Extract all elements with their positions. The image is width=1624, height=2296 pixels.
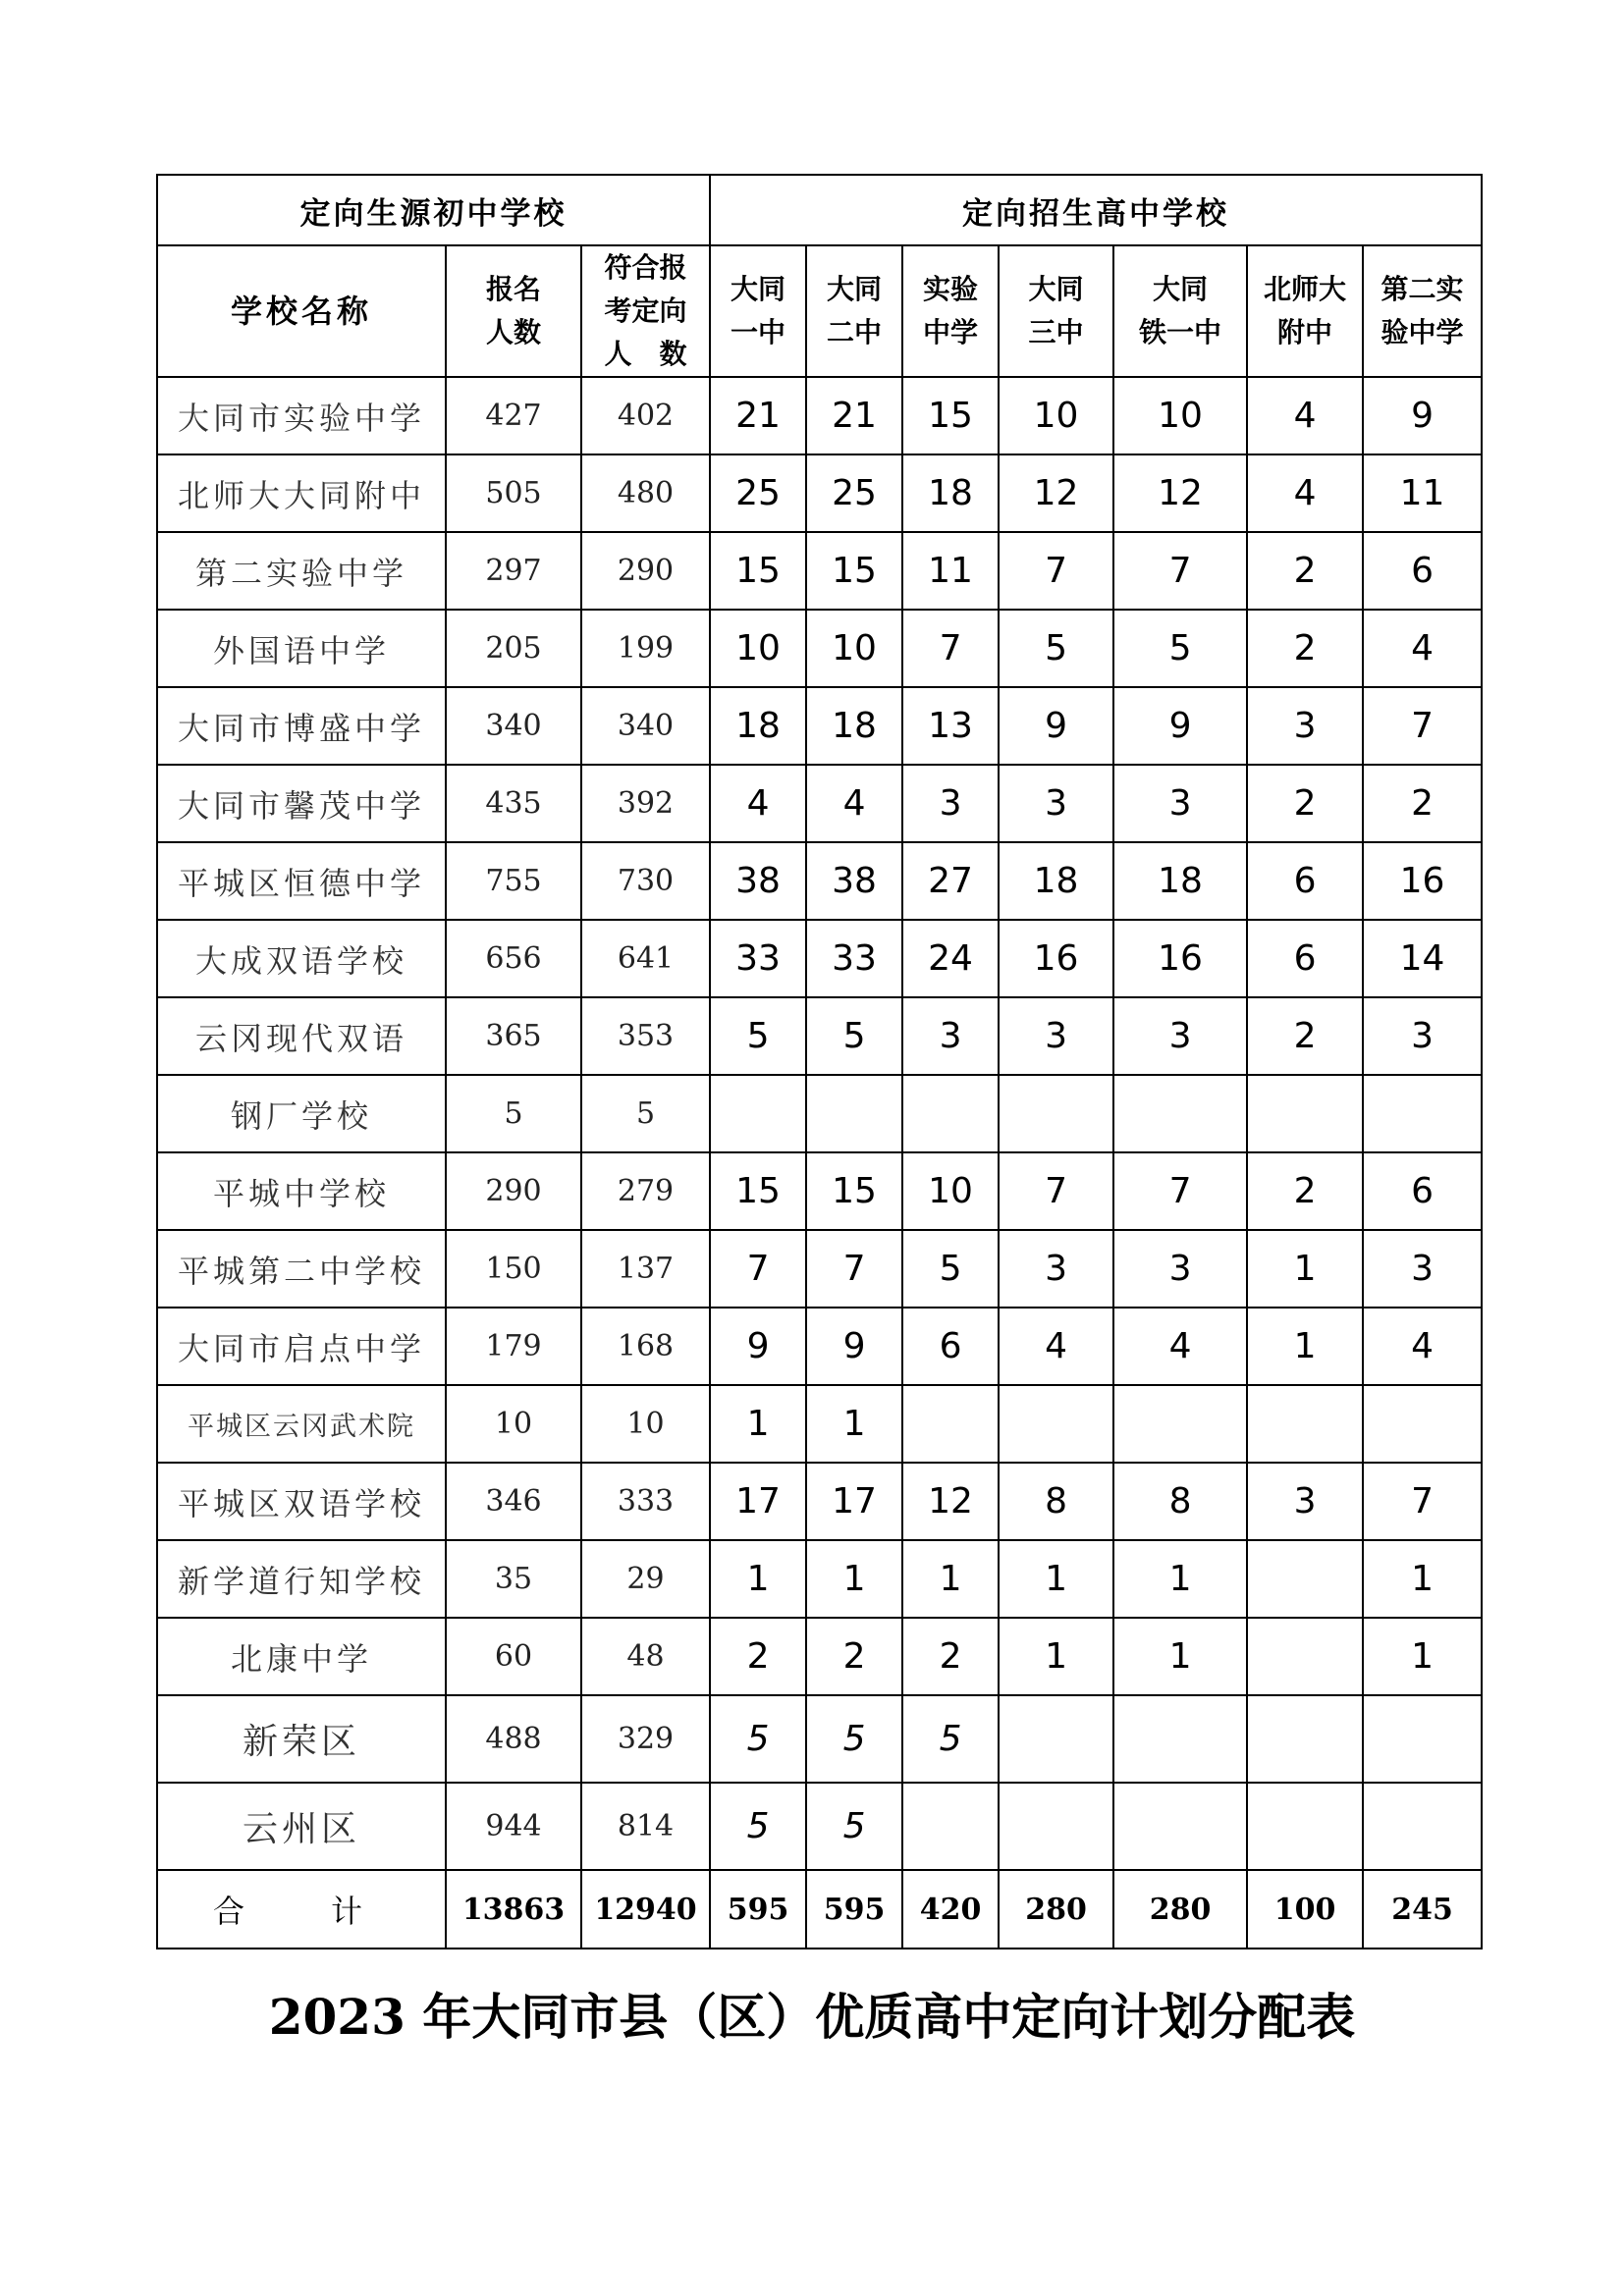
quota-cell	[1363, 1695, 1482, 1783]
quota-cell: 12	[1113, 454, 1247, 532]
total-quota-cell: 245	[1363, 1870, 1482, 1949]
eligible-cell: 340	[581, 687, 710, 765]
target-school-header-line: 大同	[827, 273, 883, 305]
school-name-cell: 云州区	[157, 1783, 446, 1870]
quota-cell: 2	[806, 1618, 902, 1695]
target-school-header-line: 北师大	[1264, 273, 1347, 305]
quota-cell: 15	[710, 1152, 806, 1230]
quota-cell	[1113, 1783, 1247, 1870]
quota-cell: 2	[1363, 765, 1482, 842]
quota-cell: 5	[902, 1695, 999, 1783]
registered-cell: 290	[446, 1152, 581, 1230]
registered-header-line: 人数	[485, 316, 541, 348]
school-name-cell: 大同市实验中学	[157, 377, 446, 454]
quota-cell: 21	[806, 377, 902, 454]
eligible-cell: 290	[581, 532, 710, 610]
quota-cell: 9	[1363, 377, 1482, 454]
quota-cell	[999, 1695, 1113, 1783]
quota-cell: 2	[1247, 765, 1363, 842]
quota-cell: 3	[999, 997, 1113, 1075]
quota-cell: 27	[902, 842, 999, 920]
table-row	[157, 1540, 1482, 1618]
quota-cell: 1	[710, 1540, 806, 1618]
table-body	[157, 377, 1482, 1949]
eligible-cell: 279	[581, 1152, 710, 1230]
quota-cell: 1	[1363, 1540, 1482, 1618]
school-name-cell: 北师大大同附中	[157, 454, 446, 532]
registered-cell: 346	[446, 1463, 581, 1540]
quota-cell: 13	[902, 687, 999, 765]
table-row	[157, 1463, 1482, 1540]
target-school-header-line: 铁一中	[1139, 316, 1222, 348]
school-name-cell: 平城区双语学校	[157, 1463, 446, 1540]
quota-cell	[999, 1075, 1113, 1152]
school-name-cell: 平城区云冈武术院	[157, 1385, 446, 1463]
registered-cell: 427	[446, 377, 581, 454]
table-row	[157, 1783, 1482, 1870]
eligible-cell: 814	[581, 1783, 710, 1870]
quota-cell: 9	[1113, 687, 1247, 765]
target-school-header-line: 附中	[1277, 316, 1333, 348]
quota-cell	[1247, 1783, 1363, 1870]
table-row	[157, 687, 1482, 765]
quota-cell: 17	[710, 1463, 806, 1540]
eligible-cell: 730	[581, 842, 710, 920]
registered-cell: 297	[446, 532, 581, 610]
quota-cell	[902, 1075, 999, 1152]
table-row	[157, 1230, 1482, 1308]
quota-cell: 5	[710, 1783, 806, 1870]
eligible-cell: 29	[581, 1540, 710, 1618]
target-school-header-line: 三中	[1028, 316, 1084, 348]
quota-cell	[1363, 1385, 1482, 1463]
quota-cell: 18	[806, 687, 902, 765]
school-name-cell: 平城区恒德中学	[157, 842, 446, 920]
quota-cell: 3	[1247, 1463, 1363, 1540]
quota-cell: 6	[1363, 532, 1482, 610]
quota-cell: 3	[1113, 997, 1247, 1075]
quota-cell: 15	[902, 377, 999, 454]
quota-cell: 5	[710, 1695, 806, 1783]
total-eligible-cell: 12940	[581, 1870, 710, 1949]
quota-cell: 1	[1363, 1618, 1482, 1695]
registered-cell: 656	[446, 920, 581, 997]
quota-cell: 21	[710, 377, 806, 454]
school-name-cell: 平城第二中学校	[157, 1230, 446, 1308]
quota-cell: 9	[806, 1308, 902, 1385]
quota-cell: 6	[1247, 920, 1363, 997]
eligible-cell: 137	[581, 1230, 710, 1308]
group-header-row	[157, 175, 1482, 245]
quota-cell: 4	[1247, 454, 1363, 532]
quota-cell: 8	[999, 1463, 1113, 1540]
quota-cell: 25	[806, 454, 902, 532]
school-name-cell: 钢厂学校	[157, 1075, 446, 1152]
quota-cell: 6	[902, 1308, 999, 1385]
quota-cell: 16	[1113, 920, 1247, 997]
quota-cell: 10	[1113, 377, 1247, 454]
quota-cell: 4	[1363, 610, 1482, 687]
eligible-cell: 392	[581, 765, 710, 842]
quota-cell: 3	[999, 1230, 1113, 1308]
school-name-cell: 新学道行知学校	[157, 1540, 446, 1618]
eligible-cell: 480	[581, 454, 710, 532]
quota-cell: 15	[710, 532, 806, 610]
target-school-header-line: 中学	[923, 316, 979, 348]
total-quota-cell: 595	[806, 1870, 902, 1949]
eligible-cell: 48	[581, 1618, 710, 1695]
school-name-cell: 平城中学校	[157, 1152, 446, 1230]
target-school-header-line: 第二实	[1380, 273, 1464, 305]
quota-cell: 16	[999, 920, 1113, 997]
registered-cell: 505	[446, 454, 581, 532]
table-row	[157, 842, 1482, 920]
quota-cell: 1	[710, 1385, 806, 1463]
quota-cell: 3	[1363, 1230, 1482, 1308]
quota-cell	[1113, 1075, 1247, 1152]
table-row	[157, 532, 1482, 610]
quota-cell: 2	[902, 1618, 999, 1695]
quota-cell: 3	[1247, 687, 1363, 765]
table-row	[157, 454, 1482, 532]
target-school-header	[999, 245, 1113, 377]
quota-cell: 1	[999, 1540, 1113, 1618]
table-row	[157, 610, 1482, 687]
quota-cell: 7	[1113, 532, 1247, 610]
table-row	[157, 997, 1482, 1075]
quota-cell: 3	[902, 765, 999, 842]
school-name-cell: 大同市馨茂中学	[157, 765, 446, 842]
school-name-cell: 大成双语学校	[157, 920, 446, 997]
quota-cell: 38	[806, 842, 902, 920]
quota-cell: 1	[1113, 1540, 1247, 1618]
total-label-cell: 合 计	[157, 1870, 446, 1949]
target-school-header-line: 实验	[923, 273, 979, 305]
target-school-header-line: 二中	[827, 316, 883, 348]
registered-cell: 488	[446, 1695, 581, 1783]
target-school-header	[902, 245, 999, 377]
quota-cell: 2	[1247, 1152, 1363, 1230]
school-name-cell: 北康中学	[157, 1618, 446, 1695]
quota-cell: 10	[710, 610, 806, 687]
target-school-header	[806, 245, 902, 377]
target-school-header	[1363, 245, 1482, 377]
quota-cell	[1113, 1695, 1247, 1783]
registered-cell: 60	[446, 1618, 581, 1695]
registered-cell: 150	[446, 1230, 581, 1308]
registered-cell: 944	[446, 1783, 581, 1870]
quota-cell: 4	[999, 1308, 1113, 1385]
registered-cell: 365	[446, 997, 581, 1075]
quota-cell: 7	[999, 532, 1113, 610]
quota-cell: 4	[806, 765, 902, 842]
quota-cell: 4	[1247, 377, 1363, 454]
eligible-cell: 641	[581, 920, 710, 997]
eligible-cell: 353	[581, 997, 710, 1075]
quota-cell: 7	[1363, 687, 1482, 765]
quota-cell	[710, 1075, 806, 1152]
quota-cell: 18	[999, 842, 1113, 920]
table-row	[157, 1075, 1482, 1152]
total-quota-cell: 100	[1247, 1870, 1363, 1949]
quota-cell: 4	[710, 765, 806, 842]
target-school-header	[710, 245, 806, 377]
eligible-cell: 402	[581, 377, 710, 454]
registered-cell: 340	[446, 687, 581, 765]
quota-cell: 7	[710, 1230, 806, 1308]
quota-cell: 2	[1247, 532, 1363, 610]
quota-cell	[1363, 1075, 1482, 1152]
target-school-header-line: 大同	[731, 273, 786, 305]
target-school-header-line: 验中学	[1380, 316, 1464, 348]
quota-cell: 3	[999, 765, 1113, 842]
allocation-table	[156, 174, 1483, 1949]
quota-cell	[1363, 1783, 1482, 1870]
eligible-header	[581, 245, 710, 377]
quota-cell: 15	[806, 532, 902, 610]
quota-cell: 1	[1247, 1308, 1363, 1385]
registered-header	[446, 245, 581, 377]
registered-cell: 5	[446, 1075, 581, 1152]
quota-cell	[999, 1783, 1113, 1870]
eligible-header-line: 人 数	[604, 338, 687, 370]
quota-cell: 5	[806, 1783, 902, 1870]
eligible-cell: 10	[581, 1385, 710, 1463]
target-school-header	[1113, 245, 1247, 377]
total-quota-cell: 420	[902, 1870, 999, 1949]
quota-cell	[1113, 1385, 1247, 1463]
school-name-header: 学校名称	[157, 245, 446, 377]
registered-cell: 179	[446, 1308, 581, 1385]
registered-cell: 35	[446, 1540, 581, 1618]
table-row	[157, 1308, 1482, 1385]
quota-cell: 1	[1247, 1230, 1363, 1308]
registered-cell: 435	[446, 765, 581, 842]
eligible-header-line: 考定向	[604, 294, 687, 327]
total-quota-cell: 280	[999, 1870, 1113, 1949]
school-name-cell: 大同市博盛中学	[157, 687, 446, 765]
quota-cell	[902, 1783, 999, 1870]
document-title: 2023 年大同市县（区）优质高中定向计划分配表	[268, 1988, 1356, 2046]
table-row	[157, 1695, 1482, 1783]
quota-cell: 16	[1363, 842, 1482, 920]
table-row	[157, 765, 1482, 842]
quota-cell: 2	[1247, 997, 1363, 1075]
school-name-cell: 外国语中学	[157, 610, 446, 687]
quota-cell	[1247, 1618, 1363, 1695]
eligible-cell: 199	[581, 610, 710, 687]
quota-cell: 9	[999, 687, 1113, 765]
table-row	[157, 920, 1482, 997]
quota-cell: 5	[1113, 610, 1247, 687]
quota-cell: 3	[902, 997, 999, 1075]
registered-cell: 755	[446, 842, 581, 920]
school-name-cell: 大同市启点中学	[157, 1308, 446, 1385]
quota-cell: 25	[710, 454, 806, 532]
quota-cell: 2	[1247, 610, 1363, 687]
total-row	[157, 1870, 1482, 1949]
quota-cell: 4	[1363, 1308, 1482, 1385]
quota-cell: 18	[1113, 842, 1247, 920]
quota-cell	[1247, 1385, 1363, 1463]
column-header-row	[157, 245, 1482, 377]
registered-cell: 10	[446, 1385, 581, 1463]
quota-cell: 5	[902, 1230, 999, 1308]
target-group-header: 定向招生高中学校	[710, 175, 1482, 245]
quota-cell: 12	[902, 1463, 999, 1540]
eligible-cell: 329	[581, 1695, 710, 1783]
quota-cell: 33	[710, 920, 806, 997]
quota-cell: 11	[902, 532, 999, 610]
table-row	[157, 1385, 1482, 1463]
quota-cell: 5	[806, 1695, 902, 1783]
target-school-header-line: 大同	[1028, 273, 1084, 305]
eligible-cell: 333	[581, 1463, 710, 1540]
quota-cell: 6	[1247, 842, 1363, 920]
quota-cell: 1	[1113, 1618, 1247, 1695]
target-school-header-line: 一中	[731, 316, 786, 348]
quota-cell: 10	[902, 1152, 999, 1230]
quota-cell: 4	[1113, 1308, 1247, 1385]
quota-cell: 33	[806, 920, 902, 997]
quota-cell: 7	[999, 1152, 1113, 1230]
quota-cell: 15	[806, 1152, 902, 1230]
eligible-cell: 5	[581, 1075, 710, 1152]
total-registered-cell: 13863	[446, 1870, 581, 1949]
quota-cell: 6	[1363, 1152, 1482, 1230]
quota-cell: 7	[806, 1230, 902, 1308]
quota-cell: 7	[1363, 1463, 1482, 1540]
quota-cell: 8	[1113, 1463, 1247, 1540]
quota-cell: 3	[1113, 1230, 1247, 1308]
quota-cell: 7	[902, 610, 999, 687]
quota-cell: 1	[806, 1385, 902, 1463]
quota-cell: 10	[806, 610, 902, 687]
target-school-header-line: 大同	[1153, 273, 1209, 305]
quota-cell: 17	[806, 1463, 902, 1540]
total-quota-cell: 280	[1113, 1870, 1247, 1949]
quota-cell: 5	[710, 997, 806, 1075]
school-name-cell: 第二实验中学	[157, 532, 446, 610]
quota-cell: 14	[1363, 920, 1482, 997]
quota-cell: 18	[710, 687, 806, 765]
quota-cell: 5	[999, 610, 1113, 687]
table-row	[157, 1152, 1482, 1230]
quota-cell: 1	[902, 1540, 999, 1618]
quota-cell: 11	[1363, 454, 1482, 532]
total-quota-cell: 595	[710, 1870, 806, 1949]
eligible-header-line: 符合报	[604, 251, 687, 284]
quota-cell: 24	[902, 920, 999, 997]
quota-cell: 2	[710, 1618, 806, 1695]
quota-cell: 1	[806, 1540, 902, 1618]
quota-cell: 3	[1363, 997, 1482, 1075]
quota-cell	[999, 1385, 1113, 1463]
quota-cell: 38	[710, 842, 806, 920]
registered-cell: 205	[446, 610, 581, 687]
quota-cell: 10	[999, 377, 1113, 454]
table-row	[157, 377, 1482, 454]
eligible-cell: 168	[581, 1308, 710, 1385]
quota-cell	[902, 1385, 999, 1463]
registered-header-line: 报名	[485, 273, 541, 305]
quota-cell	[1247, 1075, 1363, 1152]
target-school-header	[1247, 245, 1363, 377]
quota-cell	[1247, 1540, 1363, 1618]
quota-cell: 1	[999, 1618, 1113, 1695]
quota-cell	[806, 1075, 902, 1152]
source-group-header: 定向生源初中学校	[157, 175, 710, 245]
quota-cell: 5	[806, 997, 902, 1075]
quota-cell: 12	[999, 454, 1113, 532]
quota-cell: 7	[1113, 1152, 1247, 1230]
table-row	[157, 1618, 1482, 1695]
quota-cell: 18	[902, 454, 999, 532]
quota-cell: 9	[710, 1308, 806, 1385]
school-name-cell: 云冈现代双语	[157, 997, 446, 1075]
quota-cell	[1247, 1695, 1363, 1783]
school-name-cell: 新荣区	[157, 1695, 446, 1783]
quota-cell: 3	[1113, 765, 1247, 842]
